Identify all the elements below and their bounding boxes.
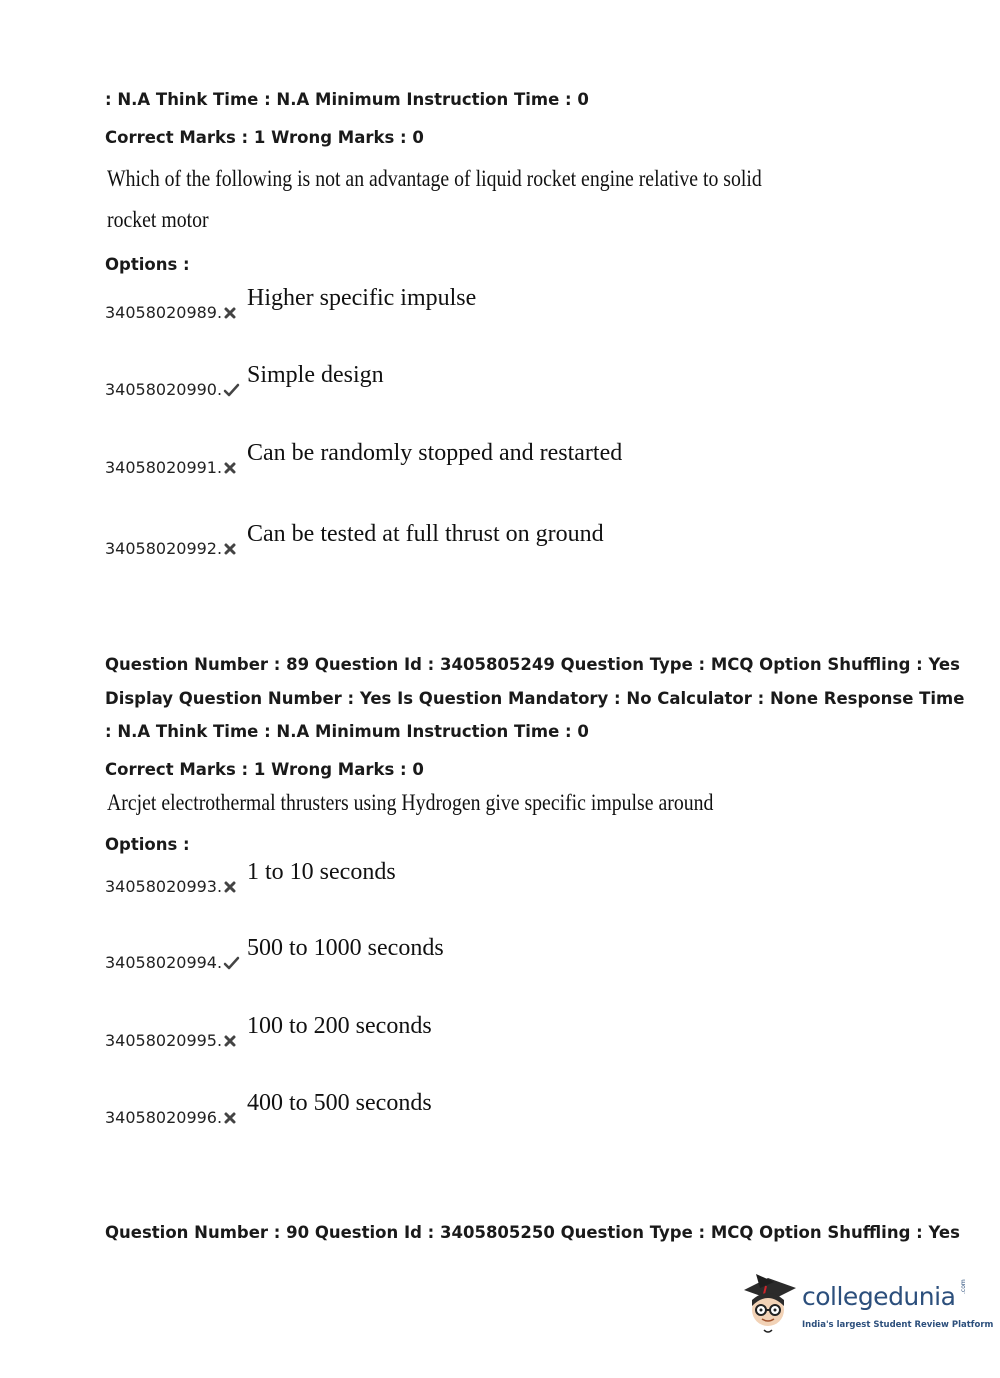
option-text: 500 to 1000 seconds — [247, 935, 444, 961]
option-id: 34058020996. — [105, 1108, 223, 1127]
q89-meta-line1: Question Number : 89 Question Id : 3405805249 Question Type : MCQ Option Shuffling : Yes — [105, 655, 960, 674]
option-text: 400 to 500 seconds — [247, 1090, 432, 1116]
q89-question-text: Arcjet electrothermal thrusters using Hydrogen give specific impulse around — [107, 790, 714, 815]
option-id: 34058020990. — [105, 380, 223, 399]
option-text: Simple design — [247, 362, 384, 388]
q89-meta-line2: Display Question Number : Yes Is Question Mandatory : No Calculator : None Response Time — [105, 689, 965, 708]
q88-options-label: Options : — [105, 255, 190, 274]
q88-meta-line: : N.A Think Time : N.A Minimum Instruction Time : 0 — [105, 90, 589, 109]
q89-marks: Correct Marks : 1 Wrong Marks : 0 — [105, 760, 424, 779]
logo-wordmark: collegedunia — [802, 1282, 956, 1311]
q89-option-2 — [105, 932, 805, 972]
q88-option-1 — [105, 282, 805, 322]
option-text: Can be randomly stopped and restarted — [247, 440, 623, 466]
cross-icon — [222, 1033, 238, 1049]
q88-option-2 — [105, 359, 805, 399]
mascot-icon — [740, 1272, 800, 1338]
logo-com: .com — [960, 1279, 967, 1294]
check-icon — [222, 382, 240, 398]
option-text: Higher specific impulse — [247, 285, 477, 311]
q89-meta-line3: : N.A Think Time : N.A Minimum Instruction Time : 0 — [105, 722, 589, 741]
q88-question-text-line2: rocket motor — [107, 207, 209, 232]
option-id: 34058020992. — [105, 539, 223, 558]
option-text: 100 to 200 seconds — [247, 1013, 432, 1039]
option-id: 34058020995. — [105, 1031, 223, 1050]
q89-option-1 — [105, 856, 805, 896]
q90-meta-line1: Question Number : 90 Question Id : 3405805250 Question Type : MCQ Option Shuffling : Yes — [105, 1223, 960, 1242]
cross-icon — [222, 541, 238, 557]
option-text: 1 to 10 seconds — [247, 859, 396, 885]
q89-option-3 — [105, 1010, 805, 1050]
option-id: 34058020989. — [105, 303, 223, 322]
q88-marks: Correct Marks : 1 Wrong Marks : 0 — [105, 128, 424, 147]
option-id: 34058020994. — [105, 953, 223, 972]
q88-option-4 — [105, 518, 805, 558]
cross-icon — [222, 879, 238, 895]
q89-options-label: Options : — [105, 835, 190, 854]
logo-tagline: India's largest Student Review Platform — [802, 1320, 994, 1330]
cross-icon — [222, 305, 238, 321]
q89-option-4 — [105, 1087, 805, 1127]
collegedunia-logo — [740, 1272, 994, 1342]
cross-icon — [222, 1110, 238, 1126]
option-id: 34058020991. — [105, 458, 223, 477]
q88-question-text-line1: Which of the following is not an advantage of liquid rocket engine relative to solid — [107, 166, 762, 191]
option-text: Can be tested at full thrust on ground — [247, 521, 604, 547]
q88-option-3 — [105, 437, 805, 477]
cross-icon — [222, 460, 238, 476]
check-icon — [222, 955, 240, 971]
option-id: 34058020993. — [105, 877, 223, 896]
